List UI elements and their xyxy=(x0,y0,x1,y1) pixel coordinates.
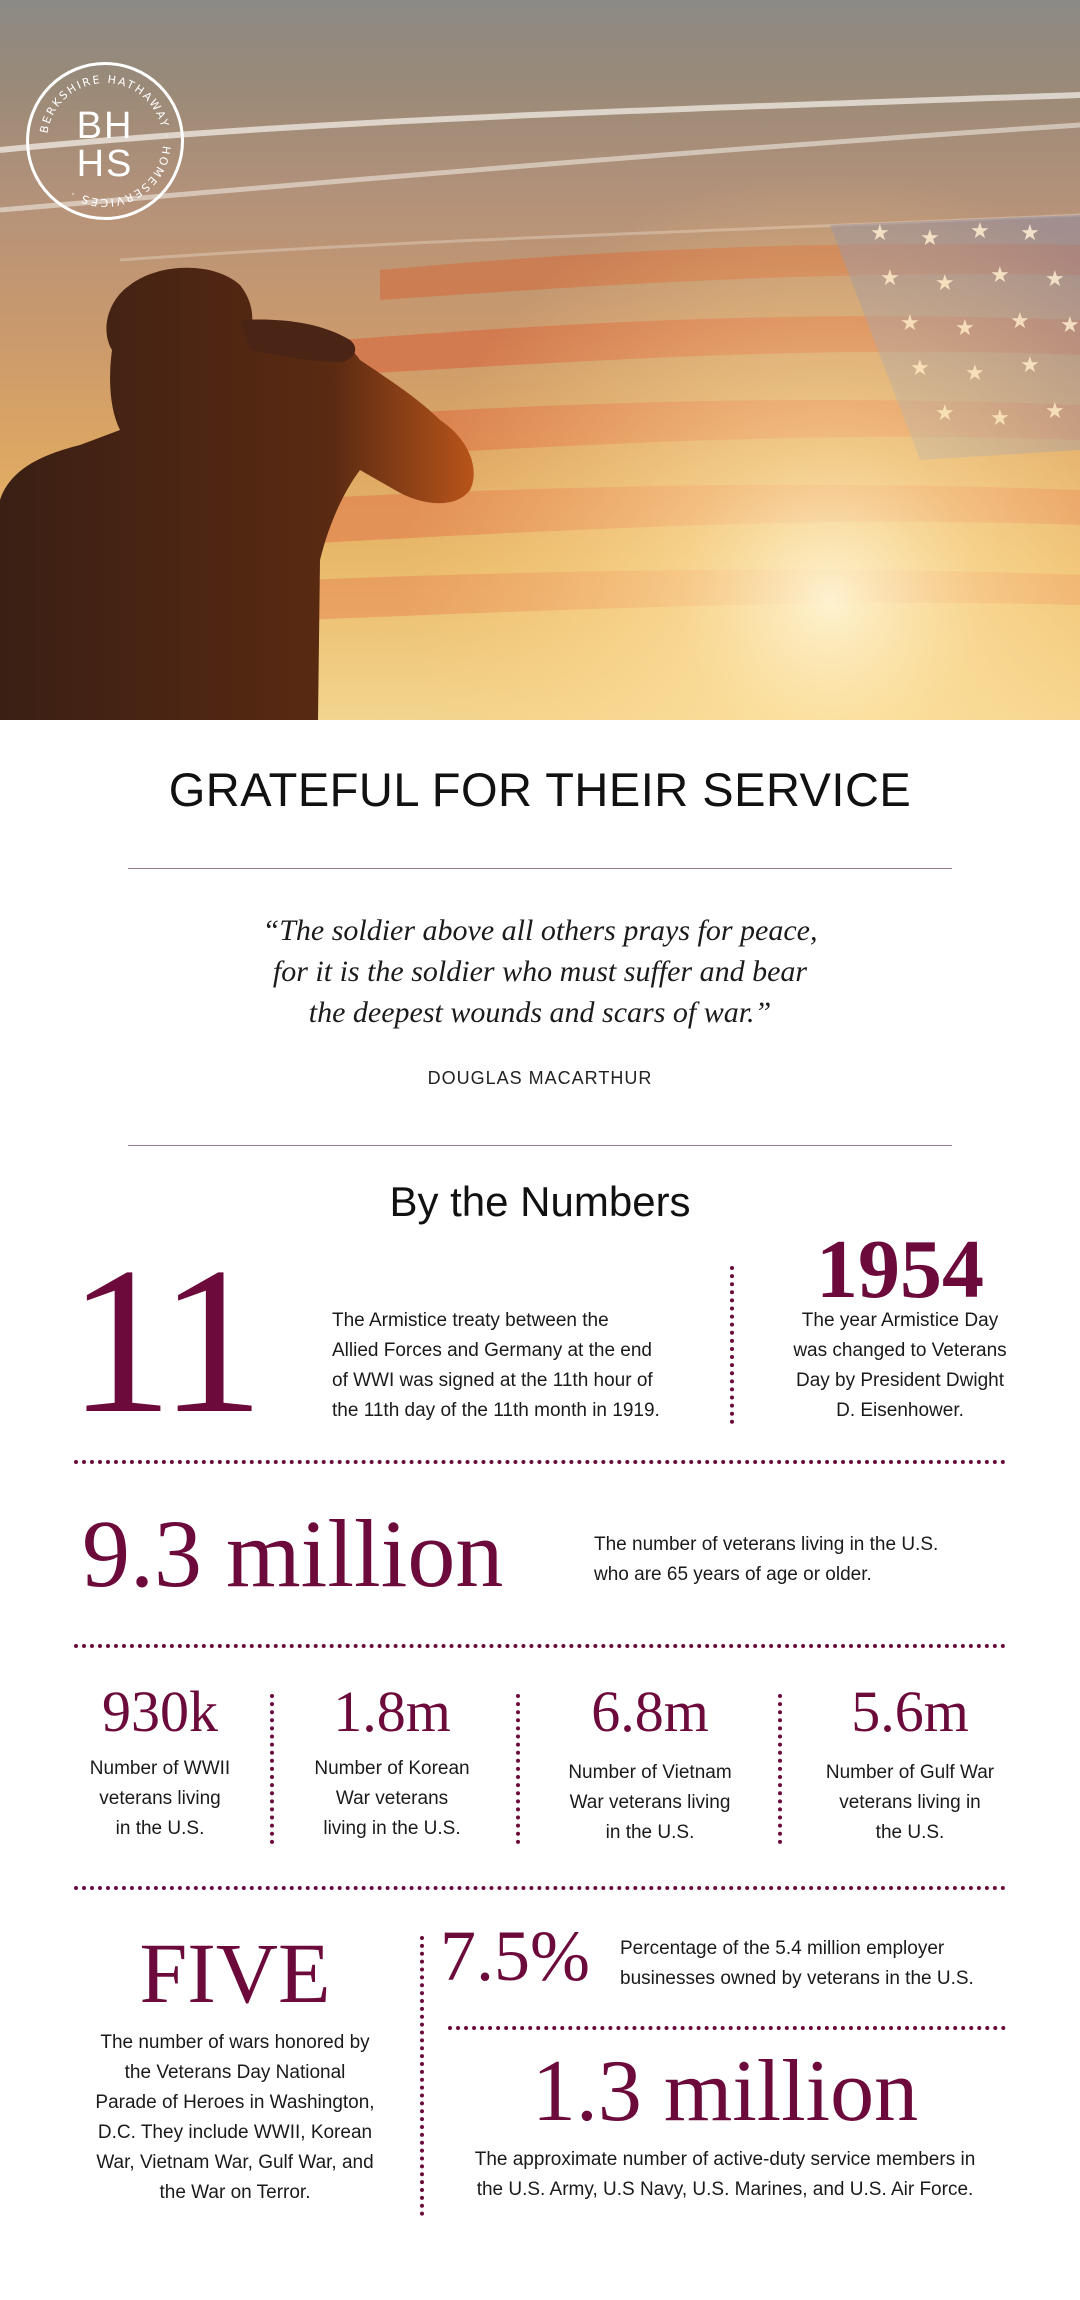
stat-year-value: 1954 xyxy=(816,1223,984,1316)
stat-korean-value: 1.8m xyxy=(333,1679,451,1744)
stat-vietnam-value: 6.8m xyxy=(591,1679,709,1744)
section-heading: By the Numbers xyxy=(389,1178,691,1225)
hero-image xyxy=(0,0,1080,720)
quote-line: for it is the soldier who must suffer and bear xyxy=(272,955,808,988)
dotted-divider-vertical xyxy=(778,1694,782,1844)
dotted-divider xyxy=(74,1460,1006,1464)
logo-text-bottom: HS xyxy=(76,143,134,185)
stat-employers-text: Percentage of the 5.4 million employer businesses owned by veterans in the U.S. xyxy=(620,1938,974,1989)
dotted-divider-vertical xyxy=(516,1694,520,1844)
quote-line: the deepest wounds and scars of war.” xyxy=(308,996,772,1029)
dotted-divider-vertical xyxy=(730,1266,734,1424)
stat-employers-value: 7.5% xyxy=(440,1916,590,1996)
dotted-divider xyxy=(448,2026,1006,2030)
stat-wwii-text: Number of WWII veterans living in the U.S. xyxy=(89,1758,231,1839)
stat-veterans65-value: 9.3 million xyxy=(82,1500,504,1607)
divider xyxy=(128,868,952,869)
stat-armistice-text: The Armistice treaty between the Allied Forces and Germany at the end of WWI was signed at the 11th hour of the 11th day of the 11th month in 1919. xyxy=(332,1310,660,1421)
stat-korean-text: Number of Korean War veterans living in the U.S. xyxy=(314,1758,470,1839)
bhhs-logo xyxy=(26,62,184,220)
dotted-divider xyxy=(74,1886,1006,1890)
quote-author: DOUGLAS MACARTHUR xyxy=(427,1068,653,1088)
quote xyxy=(140,910,940,1033)
stat-five-text: The number of wars honored by the Veterans Day National Parade of Heroes in Washington, D.C. They include WWII, Korean War, Vietnam War, Gulf War, and the War on Terror. xyxy=(95,2032,375,2203)
stat-armistice-value: 11 xyxy=(68,1225,259,1457)
divider xyxy=(128,1145,952,1146)
dotted-divider-vertical xyxy=(270,1694,274,1844)
svg-text:BERKSHIRE HATHAWAY · HOMESERVI: BERKSHIRE HATHAWAY · HOMESERVICES · xyxy=(37,72,174,210)
stat-year-text: The year Armistice Day was changed to Veterans Day by President Dwight D. Eisenhower. xyxy=(793,1310,1007,1421)
dotted-divider-vertical xyxy=(420,1936,424,2216)
logo-text-top: BH xyxy=(76,105,134,147)
stat-active-value: 1.3 million xyxy=(531,2043,919,2140)
stat-gulf-value: 5.6m xyxy=(851,1679,969,1744)
stat-five-value: FIVE xyxy=(139,1925,331,2021)
stat-active-text: The approximate number of active-duty service members in the U.S. Army, U.S Navy, U.S. Marines, and U.S. Air Force. xyxy=(474,2149,976,2200)
stat-wwii-value: 930k xyxy=(102,1679,218,1744)
dotted-divider xyxy=(74,1644,1006,1648)
stat-vietnam-text: Number of Vietnam War veterans living in the U.S. xyxy=(568,1762,732,1843)
stat-gulf-text: Number of Gulf War veterans living in the U.S. xyxy=(825,1762,995,1843)
quote-line: “The soldier above all others prays for peace, xyxy=(262,914,818,947)
page-title: GRATEFUL FOR THEIR SERVICE xyxy=(168,763,912,816)
stat-veterans65-text: The number of veterans living in the U.S. who are 65 years of age or older. xyxy=(594,1534,939,1585)
